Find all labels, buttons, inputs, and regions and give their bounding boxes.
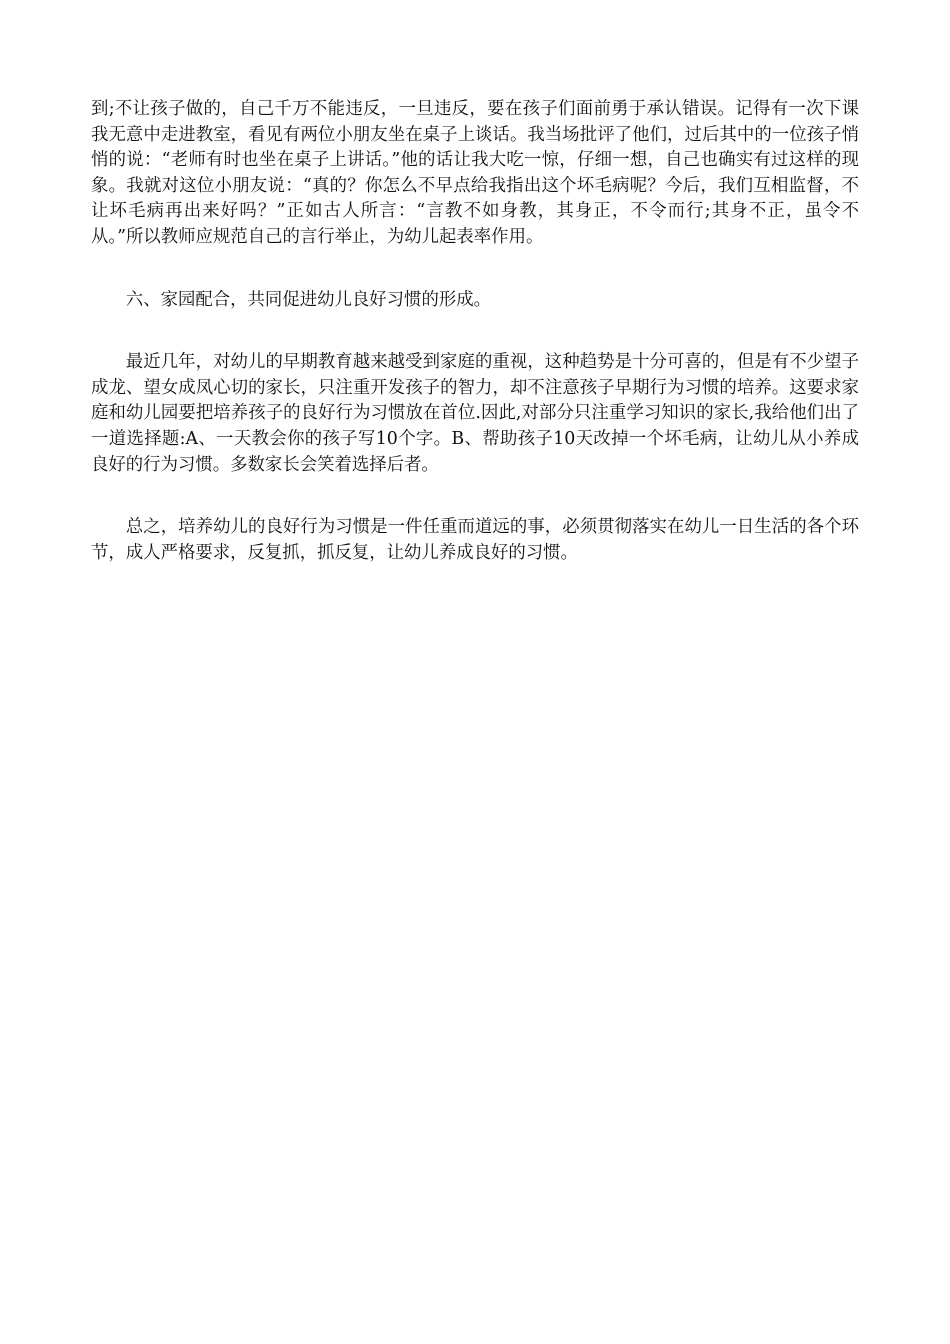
document-page (91, 97, 859, 566)
paragraph-gap (91, 251, 859, 288)
paragraph-family-education: 最近几年，对幼儿的早期教育越来越受到家庭的重视，这种趋势是十分可喜的，但是有不少望子成龙、望女成凤心切的家长，只注重开发孩子的智力，却不注意孩子早期行为习惯的培养。这要求家庭和幼儿园要把培养孩子的良好行为习惯放在首位.因此,对部分只注重学习知识的家长,我给他们出了一道选择题:A、一天教会你的孩子写10个字。B、帮助孩子10天改掉一个坏毛病，让幼儿从小养成良好的行为习惯。多数家长会笑着选择后者。 (91, 352, 859, 475)
paragraph-conclusion: 总之，培养幼儿的良好行为习惯是一件任重而道远的事，必须贯彻落实在幼儿一日生活的各个环节，成人严格要求，反复抓，抓反复，让幼儿养成良好的习惯。 (91, 517, 859, 563)
paragraph-teacher-example: 到;不让孩子做的，自己千万不能违反，一旦违反，要在孩子们面前勇于承认错误。记得有一次下课我无意中走进教室，看见有两位小朋友坐在桌子上谈话。我当场批评了他们，过后其中的一位孩子悄悄的说：“老师有时也坐在桌子上讲话。”他的话让我大吃一惊，仔细一想，自己也确实有过这样的现象。我就对这位小朋友说：“真的？你怎么不早点给我指出这个坏毛病呢？今后，我们互相监督，不让坏毛病再出来好吗？”正如古人所言：“言教不如身教，其身正，不令而行;其身不正，虽令不从。”所以教师应规范自己的言行举止，为幼儿起表率作用。 (91, 99, 859, 247)
section-heading-home-school: 六、家园配合，共同促进幼儿良好习惯的形成。 (125, 289, 492, 310)
paragraph-gap (91, 313, 859, 350)
paragraph-gap (91, 478, 859, 515)
